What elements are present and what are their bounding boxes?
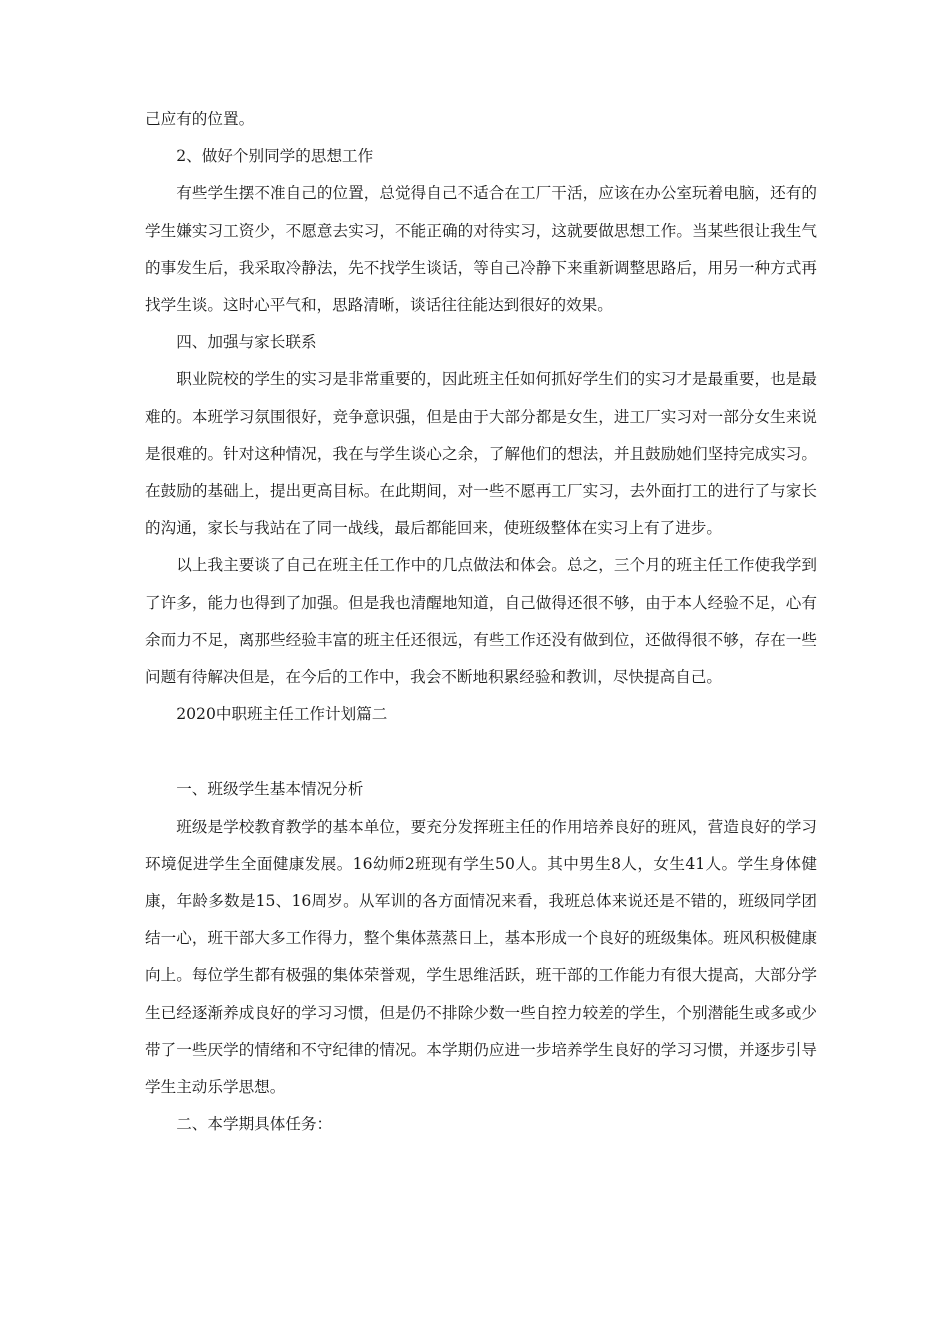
paragraph-class-analysis: 班级是学校教育教学的基本单位，要充分发挥班主任的作用培养良好的班风，营造良好的学习环境促进学生全面健康发展。16幼师2班现有学生50人。其中男生8人，女生41人。学生身体健康，年龄多数是15、16周岁。从军训的各方面情况来看，我班总体来说还是不错的，班级同学团结一心，班干部大多工作得力，整个集体蒸蒸日上，基本形成一个良好的班级集体。班风积极健康向上。每位学生都有极强的集体荣誉观，学生思维活跃，班干部的工作能力有很大提高，大部分学生已经逐渐养成良好的学习习惯，但是仍不排除少数一些自控力较差的学生，个别潜能生或多或少带了一些厌学的情绪和不守纪律的情况。本学期仍应进一步培养学生良好的学习习惯，并逐步引导学生主动乐学思想。 xyxy=(145,817,817,1097)
section-heading-individual-work: 2、做好个别同学的思想工作 xyxy=(176,147,374,166)
paragraph-continuation: 己应有的位置。 xyxy=(145,110,255,128)
paragraph-parent-contact: 职业院校的学生的实习是非常重要的，因此班主任如何抓好学生们的实习才是最重要，也是最难的。本班学习氛围很好，竞争意识强，但是由于大部分都是女生，进工厂实习对一部分女生来说是很难的。针对这种情况，我在与学生谈心之余，了解他们的想法，并且鼓励她们坚持完成实习。在鼓励的基础上，提出更高目标。在此期间，对一些不愿再工厂实习，去外面打工的进行了与家长的沟通，家长与我站在了同一战线，最后都能回来，使班级整体在实习上有了进步。 xyxy=(145,370,817,538)
section-heading-class-analysis: 一、班级学生基本情况分析 xyxy=(176,780,364,799)
document-page xyxy=(145,101,817,1143)
plan-title: 2020中职班主任工作计划篇二 xyxy=(176,705,388,724)
blank-line xyxy=(145,733,817,771)
paragraph-individual-work: 有些学生摆不准自己的位置，总觉得自己不适合在工厂干活，应该在办公室玩着电脑，还有的学生嫌实习工资少，不愿意去实习，不能正确的对待实习，这就要做思想工作。当某些很让我生气的事发生后，我采取冷静法，先不找学生谈话，等自己冷静下来重新调整思路后，用另一种方式再找学生谈。这时心平气和，思路清晰，谈话往往能达到很好的效果。 xyxy=(145,184,817,315)
section-heading-tasks: 二、本学期具体任务： xyxy=(176,1115,333,1134)
paragraph-summary: 以上我主要谈了自己在班主任工作中的几点做法和体会。总之，三个月的班主任工作使我学到了许多，能力也得到了加强。但是我也清醒地知道，自己做得还很不够，由于本人经验不足，心有余而力不足，离那些经验丰富的班主任还很远，有些工作还没有做到位，还做得很不够，存在一些问题有待解决但是，在今后的工作中，我会不断地积累经验和教训，尽快提高自己。 xyxy=(145,556,817,687)
section-heading-parent-contact: 四、加强与家长联系 xyxy=(176,333,317,352)
